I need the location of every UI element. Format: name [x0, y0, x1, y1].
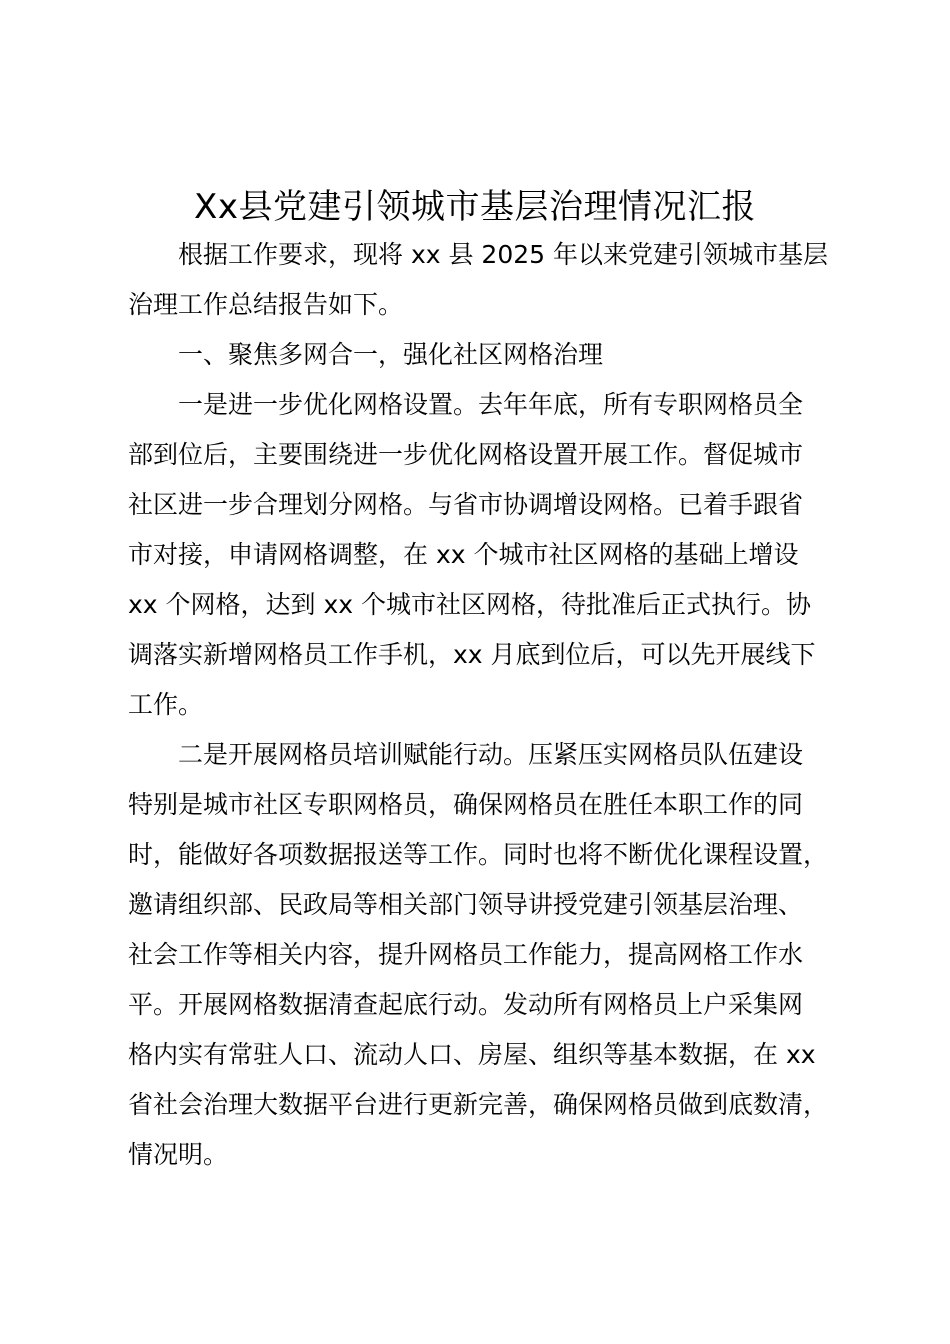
paragraph-line: 格内实有常驻人口、流动人口、房屋、组织等基本数据，在 xx: [128, 1040, 816, 1069]
paragraph-line: 工作。: [128, 690, 204, 719]
paragraph-line: 二是开展网格员培训赋能行动。压紧压实网格员队伍建设: [178, 740, 804, 769]
paragraph-line: 治理工作总结报告如下。: [128, 290, 404, 319]
paragraph-line: 社会工作等相关内容，提升网格员工作能力，提高网格工作水: [128, 940, 804, 969]
document-title: Xx县党建引领城市基层治理情况汇报: [194, 187, 756, 227]
paragraph-line: 调落实新增网格员工作手机，xx 月底到位后，可以先开展线下: [128, 640, 816, 669]
paragraph-line: 社区进一步合理划分网格。与省市协调增设网格。已着手跟省: [128, 490, 804, 519]
paragraph-line: 特别是城市社区专职网格员，确保网格员在胜任本职工作的同: [128, 790, 804, 819]
paragraph-line: 市对接，申请网格调整，在 xx 个城市社区网格的基础上增设: [128, 540, 799, 569]
paragraph-line: 时，能做好各项数据报送等工作。同时也将不断优化课程设置，: [128, 840, 829, 869]
paragraph-line: 部到位后，主要围绕进一步优化网格设置开展工作。督促城市: [128, 440, 804, 469]
paragraph-line: xx 个网格，达到 xx 个城市社区网格，待批准后正式执行。协: [128, 590, 812, 619]
paragraph-line: 省社会治理大数据平台进行更新完善，确保网格员做到底数清，: [128, 1090, 829, 1119]
paragraph-line: 邀请组织部、民政局等相关部门领导讲授党建引领基层治理、: [128, 890, 804, 919]
paragraph-line: 情况明。: [128, 1140, 229, 1169]
paragraph-line: 根据工作要求，现将 xx 县 2025 年以来党建引领城市基层: [178, 240, 829, 269]
section-heading: 一、聚焦多网合一，强化社区网格治理: [178, 340, 604, 369]
paragraph-line: 一是进一步优化网格设置。去年年底，所有专职网格员全: [178, 390, 804, 419]
paragraph-line: 平。开展网格数据清查起底行动。发动所有网格员上户采集网: [128, 990, 804, 1019]
